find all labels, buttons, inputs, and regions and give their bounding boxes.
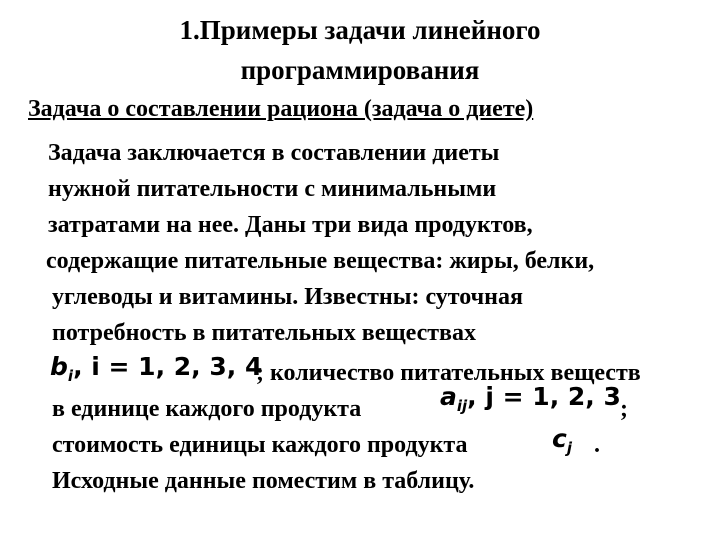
formula-b-sub: i — [67, 367, 74, 385]
formula-b-var: b — [50, 352, 68, 381]
slide-title-line-1: 1.Примеры задачи линейного — [179, 15, 541, 45]
body-line-10: Исходные данные поместим в таблицу. — [52, 468, 475, 494]
body-line-5: углеводы и витамины. Известны: суточная — [52, 284, 523, 310]
body-line-3: затратами на нее. Даны три вида продуктов, — [48, 212, 533, 238]
slide-title — [0, 10, 720, 90]
body-line-9: стоимость единицы каждого продукта — [52, 432, 468, 458]
formula-b-i — [50, 352, 262, 385]
formula-c-sub: j — [566, 439, 572, 457]
formula-a-tail: , j = 1, 2, 3 — [467, 382, 621, 411]
formula-a-var: a — [440, 382, 457, 411]
formula-a-sub: ij — [456, 397, 468, 415]
body-line-4: содержащие питательные вещества: жиры, белки, — [46, 248, 595, 274]
body-line-9-end: . — [594, 432, 600, 458]
slide-title-line-2: программирования — [240, 55, 480, 85]
formula-c-j — [552, 424, 572, 457]
formula-c-var: c — [552, 424, 567, 453]
body-line-1: Задача заключается в составлении диеты — [48, 140, 500, 166]
body-line-2: нужной питательности с минимальными — [48, 176, 497, 202]
formula-a-ij — [440, 382, 621, 415]
body-line-8: в единице каждого продукта — [52, 396, 362, 422]
section-heading: Задача о составлении рациона (задача о диете) — [28, 96, 534, 122]
formula-b-tail: , i = 1, 2, 3, 4 — [73, 352, 263, 381]
body-line-7: ; количество питательных веществ — [256, 360, 641, 386]
body-line-8-end: ; — [620, 396, 628, 422]
body-line-6: потребность в питательных веществах — [52, 320, 477, 346]
